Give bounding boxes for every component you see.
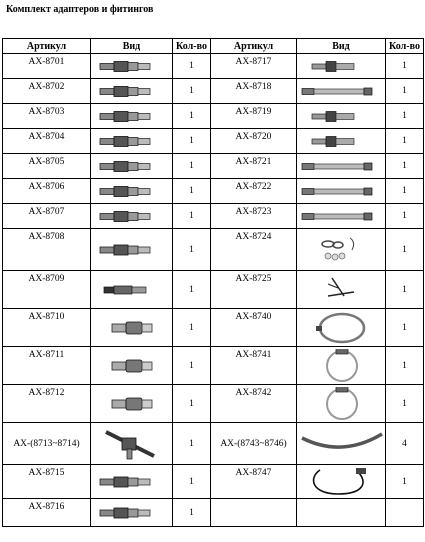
- fitting-icon: [94, 56, 170, 77]
- long-adapter-icon: [297, 179, 386, 204]
- article-cell: AX-8704: [3, 129, 91, 154]
- header-qty: Кол-во: [386, 39, 424, 54]
- qty-cell: 1: [173, 465, 211, 499]
- fitting-icon: [94, 231, 170, 269]
- clamp-icon: [297, 385, 386, 423]
- qty-cell: 1: [386, 54, 424, 79]
- qty-cell: [386, 499, 424, 527]
- qty-cell: 1: [386, 347, 424, 385]
- hose-icon: [297, 423, 386, 465]
- adapter-icon: [297, 129, 386, 154]
- article-cell: AX-8711: [3, 347, 91, 385]
- fitting-icon: [91, 54, 173, 79]
- table-row: [3, 385, 424, 423]
- coupler-icon: [91, 385, 173, 423]
- qty-cell: 1: [386, 229, 424, 271]
- hose-icon: [298, 425, 384, 463]
- fitting-icon: [91, 499, 173, 527]
- parts-table: [2, 38, 424, 527]
- adapter-icon: [297, 104, 386, 129]
- fitting-icon: [91, 104, 173, 129]
- clamp-icon: [297, 347, 386, 385]
- clamp-icon: [298, 387, 384, 421]
- article-cell: AX-8747: [211, 465, 297, 499]
- qty-cell: 1: [386, 179, 424, 204]
- qty-cell: 1: [173, 204, 211, 229]
- qty-cell: 1: [386, 104, 424, 129]
- tee-fitting-icon: [94, 425, 170, 463]
- table-row: [3, 129, 424, 154]
- article-cell: AX-(8743~8746): [211, 423, 297, 465]
- bracket-icon: [297, 271, 386, 309]
- page-title: Комплект адаптеров и фитингов: [6, 4, 154, 15]
- long-adapter-icon: [298, 181, 384, 202]
- table-row: [3, 499, 424, 527]
- article-cell: AX-8703: [3, 104, 91, 129]
- threaded-fitting-icon: [94, 273, 170, 307]
- qty-cell: 1: [173, 154, 211, 179]
- article-cell: AX-8740: [211, 309, 297, 347]
- article-cell: AX-8710: [3, 309, 91, 347]
- article-cell: AX-8719: [211, 104, 297, 129]
- qty-cell: 1: [386, 79, 424, 104]
- qty-cell: 1: [173, 129, 211, 154]
- table-header-row: [3, 39, 424, 54]
- table-row: [3, 309, 424, 347]
- article-cell: AX-8720: [211, 129, 297, 154]
- article-cell: AX-(8713~8714): [3, 423, 91, 465]
- fitting-icon: [94, 106, 170, 127]
- fitting-icon: [91, 154, 173, 179]
- qty-cell: 1: [173, 385, 211, 423]
- adapter-icon: [297, 54, 386, 79]
- qty-cell: 1: [386, 309, 424, 347]
- qty-cell: 1: [173, 499, 211, 527]
- qty-cell: 1: [173, 79, 211, 104]
- article-cell: AX-8701: [3, 54, 91, 79]
- long-adapter-icon: [297, 204, 386, 229]
- fitting-icon: [94, 131, 170, 152]
- qty-cell: 1: [173, 309, 211, 347]
- table-row: [3, 154, 424, 179]
- table-row: [3, 79, 424, 104]
- qty-cell: 1: [386, 129, 424, 154]
- fitting-icon: [91, 465, 173, 499]
- qty-cell: 1: [386, 154, 424, 179]
- coupler-icon: [94, 387, 170, 421]
- table-row: [3, 104, 424, 129]
- coupler-icon: [94, 311, 170, 345]
- article-cell: AX-8722: [211, 179, 297, 204]
- article-cell: AX-8706: [3, 179, 91, 204]
- table-row: [3, 229, 424, 271]
- qty-cell: 1: [173, 271, 211, 309]
- clamp-icon: [298, 349, 384, 383]
- coupler-icon: [91, 347, 173, 385]
- long-adapter-icon: [297, 154, 386, 179]
- article-cell: [211, 499, 297, 527]
- qty-cell: 1: [386, 271, 424, 309]
- article-cell: AX-8725: [211, 271, 297, 309]
- fitting-icon: [91, 179, 173, 204]
- hose-loop-icon: [297, 309, 386, 347]
- fitting-icon: [91, 204, 173, 229]
- adapter-icon: [298, 131, 384, 152]
- article-cell: AX-8702: [3, 79, 91, 104]
- fitting-icon: [94, 467, 170, 497]
- article-cell: AX-8709: [3, 271, 91, 309]
- adapter-icon: [298, 56, 384, 77]
- coupler-icon: [91, 309, 173, 347]
- article-cell: AX-8716: [3, 499, 91, 527]
- qty-cell: 1: [173, 104, 211, 129]
- article-cell: AX-8723: [211, 204, 297, 229]
- bracket-icon: [298, 273, 384, 307]
- article-cell: AX-8707: [3, 204, 91, 229]
- fitting-icon: [91, 129, 173, 154]
- empty-cell: [297, 499, 386, 527]
- header-view: Вид: [91, 39, 173, 54]
- long-adapter-icon: [298, 81, 384, 102]
- article-cell: AX-8718: [211, 79, 297, 104]
- qty-cell: 1: [386, 385, 424, 423]
- qty-cell: 4: [386, 423, 424, 465]
- qty-cell: 1: [173, 229, 211, 271]
- article-cell: AX-8742: [211, 385, 297, 423]
- qty-cell: 1: [173, 179, 211, 204]
- threaded-fitting-icon: [91, 271, 173, 309]
- qty-cell: 1: [386, 465, 424, 499]
- fitting-icon: [94, 156, 170, 177]
- article-cell: AX-8717: [211, 54, 297, 79]
- long-adapter-icon: [297, 79, 386, 104]
- long-adapter-icon: [298, 206, 384, 227]
- header-qty: Кол-во: [173, 39, 211, 54]
- fitting-icon: [91, 229, 173, 271]
- qty-cell: 1: [386, 204, 424, 229]
- table-row: [3, 271, 424, 309]
- fitting-icon: [94, 181, 170, 202]
- coupler-icon: [94, 349, 170, 383]
- clips-icon: [297, 229, 386, 271]
- fitting-icon: [91, 79, 173, 104]
- article-cell: AX-8715: [3, 465, 91, 499]
- qty-cell: 1: [173, 423, 211, 465]
- article-cell: AX-8724: [211, 229, 297, 271]
- table-row: [3, 423, 424, 465]
- article-cell: AX-8705: [3, 154, 91, 179]
- table-row: [3, 465, 424, 499]
- header-article: Артикул: [211, 39, 297, 54]
- table-row: [3, 347, 424, 385]
- long-adapter-icon: [298, 156, 384, 177]
- table-row: [3, 204, 424, 229]
- adapter-icon: [298, 106, 384, 127]
- tee-fitting-icon: [91, 423, 173, 465]
- header-view: Вид: [297, 39, 386, 54]
- cable-icon: [298, 467, 384, 497]
- table-row: [3, 179, 424, 204]
- article-cell: AX-8708: [3, 229, 91, 271]
- fitting-icon: [94, 81, 170, 102]
- hose-loop-icon: [298, 311, 384, 345]
- article-cell: AX-8721: [211, 154, 297, 179]
- clips-icon: [298, 231, 384, 269]
- fitting-icon: [94, 206, 170, 227]
- article-cell: AX-8741: [211, 347, 297, 385]
- header-article: Артикул: [3, 39, 91, 54]
- fitting-icon: [94, 501, 170, 525]
- cable-icon: [297, 465, 386, 499]
- article-cell: AX-8712: [3, 385, 91, 423]
- qty-cell: 1: [173, 54, 211, 79]
- qty-cell: 1: [173, 347, 211, 385]
- table-row: [3, 54, 424, 79]
